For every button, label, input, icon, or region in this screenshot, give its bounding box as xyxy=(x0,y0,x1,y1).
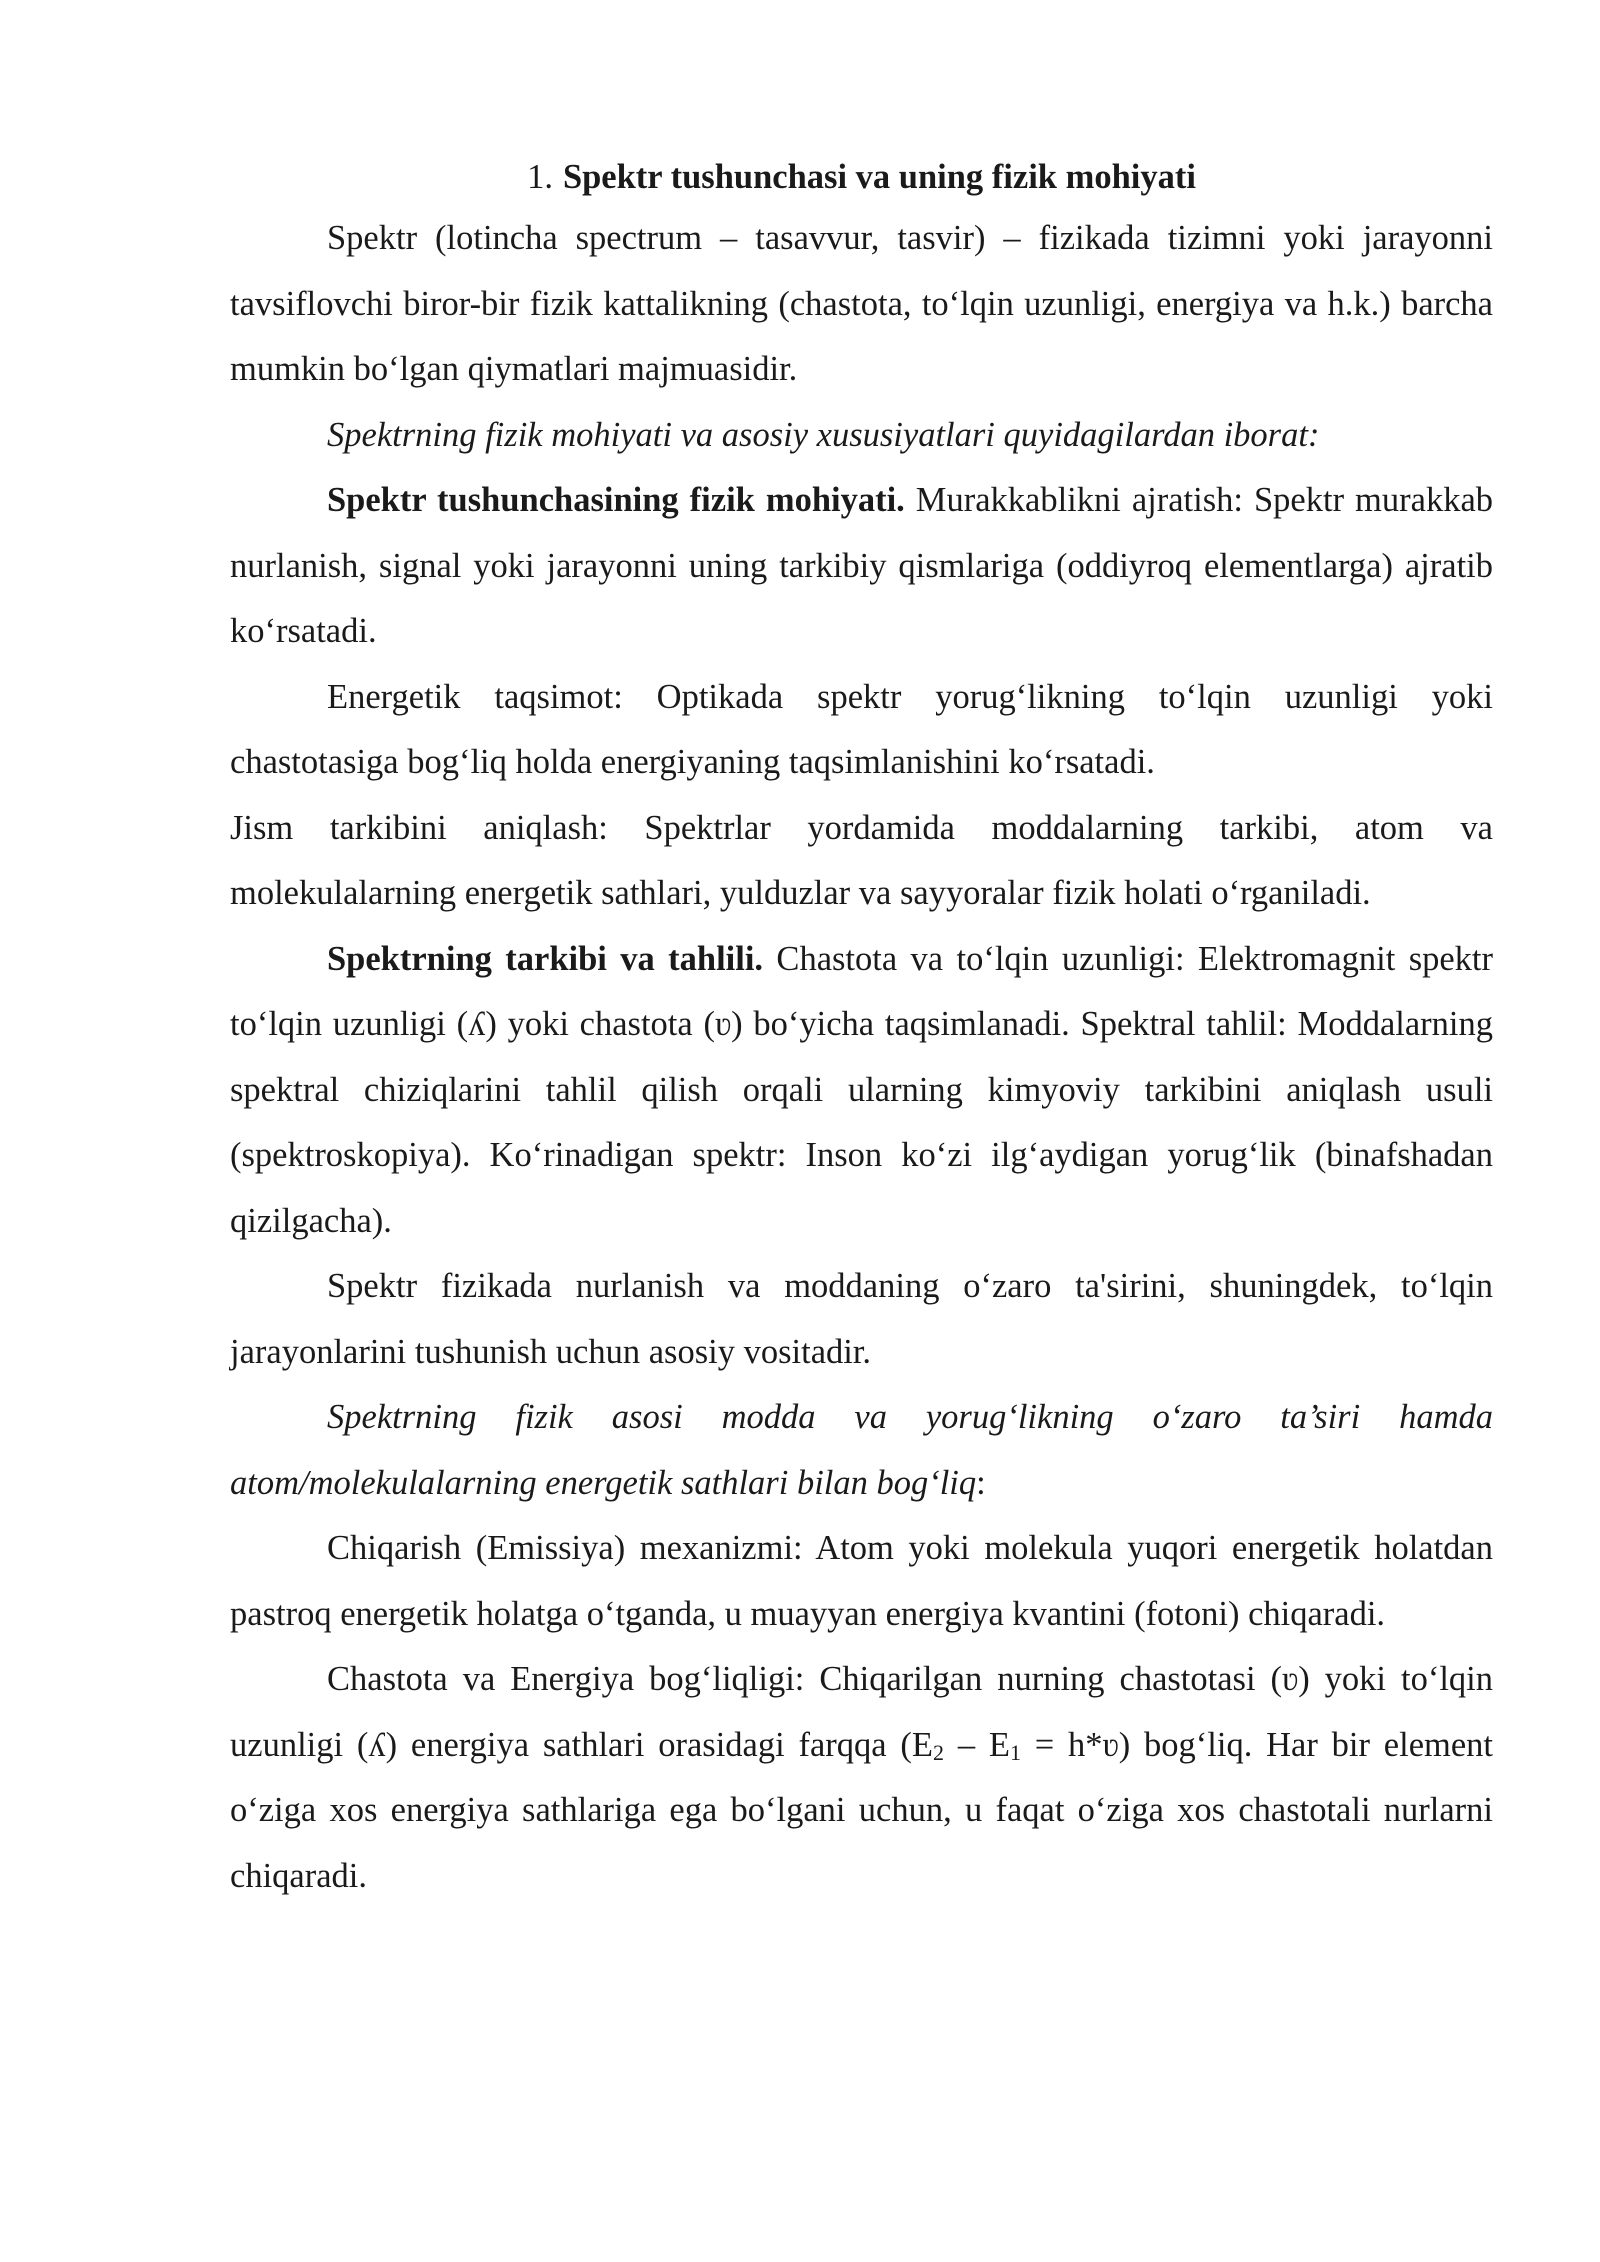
paragraph-colon: : xyxy=(976,1463,986,1502)
subscript-1: 1 xyxy=(1009,1739,1021,1765)
paragraph-text: Murakkablikni ajratish: Spektr murakkab nurlanish, signal yoki jarayonni uning tarkibiy qismlariga (oddiyroq elementlarga) ajratib ko‘rsatadi. xyxy=(230,481,1494,650)
paragraph-emission: Chiqarish (Emissiya) mexanizmi: Atom yoki molekula yuqori energetik holatdan pastroq energetik holatga o‘tganda, u muayyan energiya kvantini (fotoni) chiqaradi. xyxy=(230,1529,1493,1633)
paragraph-italic-text: Spektrning fizik asosi modda va yorug‘likning o‘zaro ta’siri hamda atom/molekulalarning energetik sathlari bilan bog‘liq xyxy=(230,1398,1493,1502)
paragraph-frequency-energy xyxy=(230,1647,1493,1909)
paragraph-spectrum-analysis xyxy=(230,927,1493,1255)
paragraph-energy-distribution: Energetik taqsimot: Optikada spektr yorug‘likning to‘lqin uzunligi yoki chastotasiga bog‘liq holda energiyaning taqsimlanishini ko‘rsatadi. xyxy=(230,677,1493,781)
paragraph-intro-italic: Spektrning fizik mohiyati va asosiy xususiyatlari quyidagilardan iborat: xyxy=(327,415,1320,454)
section-number: 1. xyxy=(527,158,553,196)
section-heading xyxy=(230,148,1493,206)
paragraph-text: = h*ʋ) bog‘liq. Har bir element o‘ziga xos energiya sathlariga ega bo‘lgani uchun, u faqat o‘ziga xos chastotali nurlarni chiqaradi. xyxy=(230,1725,1494,1895)
section-title: Spektr tushunchasi va uning fizik mohiyati xyxy=(562,158,1196,196)
subscript-2: 2 xyxy=(933,1739,944,1765)
paragraph-text: Chastota va to‘lqin uzunligi: Elektromagnit spektr to‘lqin uzunligi (ʎ) yoki chastota (ʋ) bo‘yicha taqsimlanadi. Spektral tahlil: Moddalarning spektral chiziqlarini tahlil qilish orqali ularning kimyoviy tarkibini aniqlash usuli (spektroskopiya). Ko‘rinadigan spektr: Inson ko‘zi ilg‘aydigan yorug‘lik (binafshadan qizilgacha). xyxy=(230,939,1494,1240)
paragraph-physical-basis xyxy=(230,1385,1493,1516)
document-page xyxy=(230,148,1493,1909)
paragraph-definition: Spektr (lotincha spectrum – tasavvur, tasvir) – fizikada tizimni yoki jarayonni tavsiflovchi biror-bir fizik kattalikning (chastota, to‘lqin uzunligi, energiya va h.k.) barcha mumkin bo‘lgan qiymatlari majmuasidir. xyxy=(230,219,1493,388)
paragraph-bold-lead: Spektrning tarkibi va tahlili. xyxy=(327,939,764,978)
paragraph-text: – E xyxy=(944,1725,1010,1764)
paragraph-main-tool: Spektr fizikada nurlanish va moddaning o‘zaro ta'sirini, shuningdek, to‘lqin jarayonlarini tushunish uchun asosiy vositadir. xyxy=(230,1267,1493,1371)
paragraph-physical-essence xyxy=(230,468,1493,665)
paragraph-composition: Jism tarkibini aniqlash: Spektrlar yordamida moddalarning tarkibi, atom va molekulalarning energetik sathlari, yulduzlar va sayyoralar fizik holati o‘rganiladi. xyxy=(230,808,1493,912)
paragraph-bold-lead: Spektr tushunchasining fizik mohiyati. xyxy=(327,481,905,519)
paragraph-text: Chastota va Energiya bog‘liqligi: Chiqarilgan nurning chastotasi (ʋ) yoki to‘lqin uzunligi (ʎ) energiya sathlari orasidagi farqqa (E xyxy=(230,1660,1493,1764)
